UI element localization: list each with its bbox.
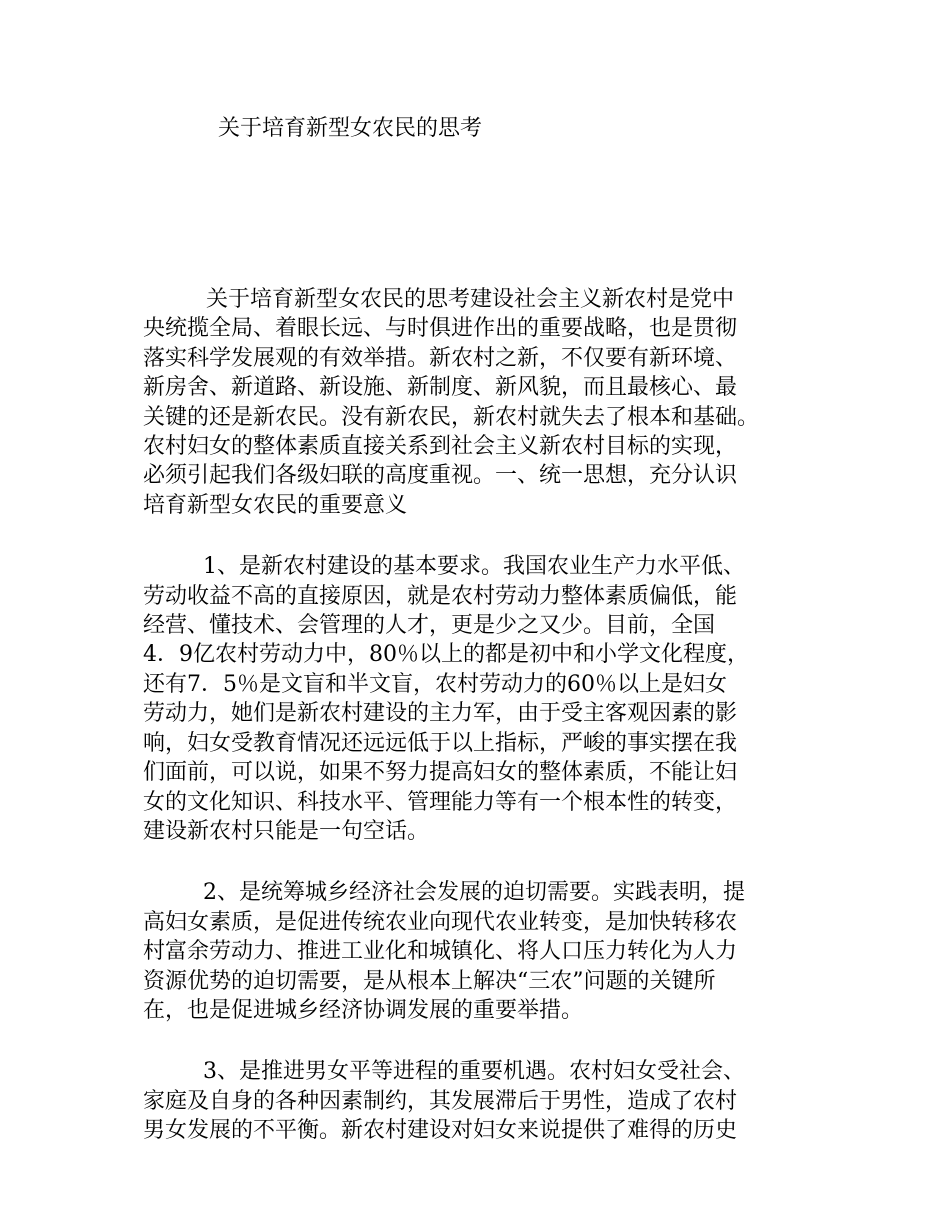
text-line: 农村妇女的整体素质直接关系到社会主义新农村目标的实现，: [143, 434, 738, 460]
text-line: 男女发展的不平衡。新农村建设对妇女来说提供了难得的历史: [143, 1118, 738, 1144]
paragraph-point-3: [143, 1057, 823, 1145]
text-line: 劳动力，她们是新农村建设的主力军，由于受主客观因素的影: [143, 701, 738, 727]
text-line: 必须引起我们各级妇联的高度重视。一、统一思想，充分认识: [143, 463, 738, 489]
text-line: 家庭及自身的各种因素制约，其发展滞后于男性，造成了农村: [143, 1088, 738, 1114]
text-line: 3、是推进男女平等进程的重要机遇。农村妇女受社会、: [203, 1059, 745, 1085]
text-line: 1、是新农村建设的基本要求。我国农业生产力水平低、: [203, 554, 745, 580]
text-line: 2、是统筹城乡经济社会发展的迫切需要。实践表明，提: [203, 880, 745, 906]
text-line: 关键的还是新农民。没有新农民，新农村就失去了根本和基础。: [143, 404, 760, 430]
text-line: 央统揽全局、着眼长远、与时俱进作出的重要战略，也是贯彻: [143, 316, 738, 342]
text-line: 女的文化知识、科技水平、管理能力等有一个根本性的转变，: [143, 789, 738, 815]
text-line: 关于培育新型女农民的思考建设社会主义新农村是党中: [206, 287, 735, 312]
text-line: 劳动收益不高的直接原因，就是农村劳动力整体素质偏低，能: [143, 583, 738, 609]
paragraph-intro: [143, 285, 823, 520]
text-line: 落实科学发展观的有效举措。新农村之新，不仅要有新环境、: [143, 345, 738, 371]
text-line: 新房舍、新道路、新设施、新制度、新风貌，而且最核心、最: [143, 375, 738, 401]
text-line: 还有7．5％是文盲和半文盲，农村劳动力的60％以上是妇女: [143, 671, 727, 697]
text-line: 4．9亿农村劳动力中，80％以上的都是初中和小学文化程度，: [143, 642, 749, 668]
text-line: 村富余劳动力、推进工业化和城镇化、将人口压力转化为人力: [143, 939, 738, 965]
text-line: 资源优势的迫切需要，是从根本上解决“三农”问题的关键所: [143, 968, 716, 994]
text-line: 高妇女素质，是促进传统农业向现代农业转变，是加快转移农: [143, 909, 738, 935]
paragraph-point-2: [143, 878, 823, 1025]
text-line: 培育新型女农民的重要意义: [143, 492, 408, 518]
document-title: 关于培育新型女农民的思考: [218, 116, 483, 141]
document-body: [143, 285, 823, 1178]
text-line: 们面前，可以说，如果不努力提高妇女的整体素质，不能让妇: [143, 760, 738, 786]
text-line: 建设新农村只能是一句空话。: [143, 818, 430, 844]
text-line: 经营、懂技术、会管理的人才，更是少之又少。目前，全国: [143, 613, 716, 639]
text-line: 响，妇女受教育情况还远远低于以上指标，严峻的事实摆在我: [143, 730, 738, 756]
paragraph-point-1: [143, 552, 823, 846]
text-line: 在，也是促进城乡经济协调发展的重要举措。: [143, 997, 584, 1023]
